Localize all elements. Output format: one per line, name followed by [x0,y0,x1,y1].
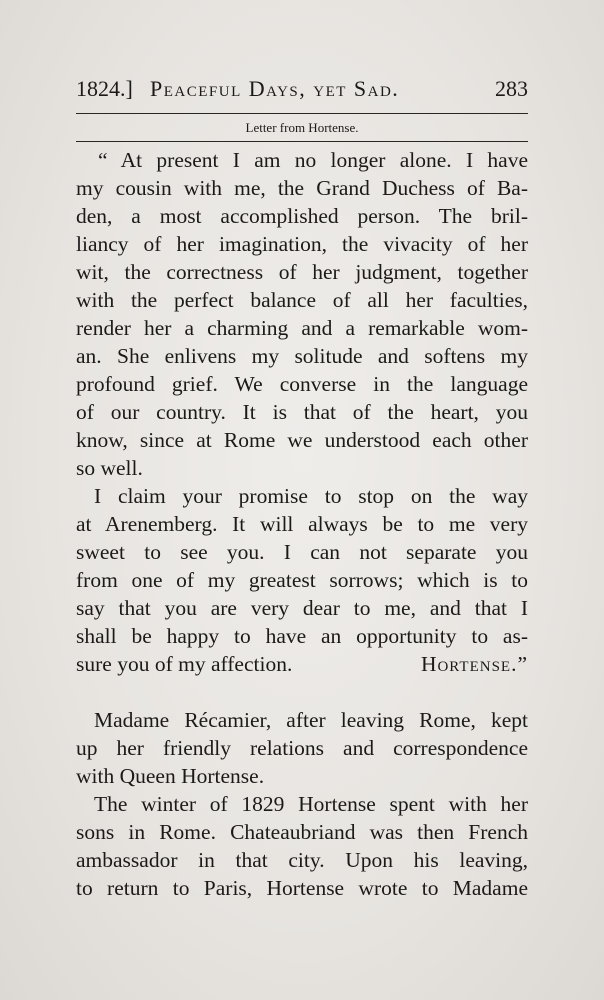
text-line: so well. [76,456,143,480]
header-rule [76,113,528,114]
subheading-rule [76,141,528,142]
text-line: to return to Paris, Hortense wrote to Madame [76,876,528,900]
text-line: with Queen Hortense. [76,764,265,788]
text-line: my cousin with me, the Grand Duchess of Ba- [76,176,528,200]
text-line: shall be happy to have an opportunity to as- [76,624,528,648]
page-number: 283 [495,76,528,101]
text-line: know, since at Rome we understood each other [76,428,528,452]
text-line: with the perfect balance of all her faculties, [76,288,528,312]
text-line: liancy of her imagination, the vivacity of her [76,232,528,256]
running-header [76,76,528,110]
text-line: Madame Récamier, after leaving Rome, kept [94,708,528,732]
section-subheading: Letter from Hortense. [245,120,359,135]
letter-signature: Hortense.” [420,652,528,676]
header-title: Peaceful Days, yet Sad. [150,76,400,101]
text-line: wit, the correctness of her judgment, together [76,260,528,284]
text-line: from one of my greatest sorrows; which is to [76,568,528,592]
text-line: “ At present I am no longer alone. I have [98,148,528,172]
text-line: render her a charming and a remarkable wom- [76,316,528,340]
text-line: an. She enlivens my solitude and softens my [76,344,528,368]
text-line: den, a most accomplished person. The bril- [76,204,528,228]
text-line: The winter of 1829 Hortense spent with her [94,792,528,816]
text-line: ambassador in that city. Upon his leaving, [76,848,528,872]
text-line: sweet to see you. I can not separate you [76,540,528,564]
text-line: up her friendly relations and correspondence [76,736,528,760]
text-line: at Arenemberg. It will always be to me very [76,512,528,536]
text-line: profound grief. We converse in the language [76,372,528,396]
text-line: of our country. It is that of the heart, you [76,400,528,424]
text-line: sons in Rome. Chateaubriand was then French [76,820,528,844]
text-line: say that you are very dear to me, and that I [76,596,528,620]
text-line: sure you of my affection. [76,652,293,676]
header-year: 1824.] [76,76,133,101]
text-line: I claim your promise to stop on the way [94,484,528,508]
